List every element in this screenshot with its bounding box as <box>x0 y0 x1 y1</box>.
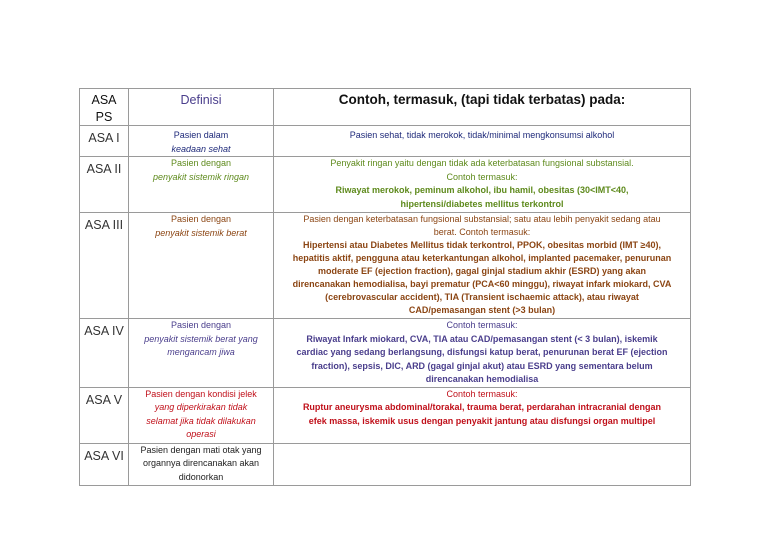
asa-class-label: ASA V <box>80 387 129 443</box>
example-line: Penyakit ringan yaitu dengan tidak ada keterbatasan fungsional substansial. <box>330 158 634 168</box>
table-row <box>80 126 691 157</box>
asa-class-label: ASA III <box>80 213 129 319</box>
example-cell <box>274 387 691 443</box>
definition-line: Pasien dengan <box>170 320 232 330</box>
definition-line: penyakit sistemik berat <box>155 227 247 238</box>
example-line: Contoh termasuk: <box>446 171 518 182</box>
example-cell <box>274 126 691 157</box>
definition-cell <box>129 319 274 388</box>
table-header-row <box>80 89 691 126</box>
header-contoh: Contoh, termasuk, (tapi tidak terbatas) pada: <box>274 89 691 126</box>
example-line: hepatitis aktif, pengguna atau keterkantungan alkohol, implanted pacemaker, penurunan <box>292 253 672 264</box>
example-line: CAD/pemasangan stent (>3 bulan) <box>408 305 556 316</box>
example-line: Contoh termasuk: <box>446 320 518 330</box>
definition-line: didonorkan <box>178 471 224 482</box>
definition-cell <box>129 126 274 157</box>
example-line: cardiac yang sedang berlangsung, disfungsi katup berat, penurunan berat EF (ejection <box>296 347 668 357</box>
definition-line: organnya direncanakan akan <box>142 458 260 468</box>
example-cell <box>274 157 691 213</box>
table-row <box>80 319 691 388</box>
example-line: Pasien sehat, tidak merokok, tidak/minimal mengkonsumsi alkohol <box>349 130 615 140</box>
example-line: direncanakan hemodialisa, bayi prematur (PCA<60 minggu), riwayat infark miokard, CVA <box>292 279 672 290</box>
example-cell <box>274 213 691 319</box>
example-line: Ruptur aneurysma abdominal/torakal, trauma berat, perdarahan intracranial dengan <box>302 402 662 412</box>
table-row <box>80 443 691 485</box>
header-asa-ps: ASA PS <box>80 89 129 126</box>
example-line: Riwayat Infark miokard, CVA, TIA atau CAD/pemasangan stent (< 3 bulan), iskemik <box>306 333 658 344</box>
table-row <box>80 213 691 319</box>
example-cell <box>274 319 691 388</box>
example-line: berat. Contoh termasuk: <box>433 227 531 238</box>
definition-line: penyakit sistemik ringan <box>152 171 250 182</box>
example-line: hipertensi/diabetes mellitus terkontrol <box>400 198 564 209</box>
definition-cell <box>129 387 274 443</box>
asa-class-label: ASA II <box>80 157 129 213</box>
asa-class-label: ASA I <box>80 126 129 157</box>
definition-cell <box>129 157 274 213</box>
definition-line: Pasien dengan kondisi jelek <box>145 388 257 399</box>
definition-line: penyakit sistemik berat yang <box>144 333 258 344</box>
definition-cell <box>129 213 274 319</box>
definition-line: mengancam jiwa <box>167 347 235 357</box>
definition-line: Pasien dengan mati otak yang <box>140 444 262 455</box>
table-row <box>80 157 691 213</box>
definition-line: Pasien dengan <box>170 158 232 168</box>
example-line: Riwayat merokok, peminum alkohol, ibu hamil, obesitas (30<IMT<40, <box>335 185 629 195</box>
example-line: (cerebrovascular accident), TIA (Transient ischaemic attack), atau riwayat <box>325 292 639 303</box>
asa-classification-table <box>79 88 691 486</box>
example-cell <box>274 443 691 485</box>
table-row <box>80 387 691 443</box>
example-line: fraction), sepsis, DIC, ARD (gagal ginjal akut) atau ESRD yang sementara belum <box>311 360 653 371</box>
definition-line: operasi <box>186 429 216 439</box>
definition-cell <box>129 443 274 485</box>
example-line: Contoh termasuk: <box>446 388 518 399</box>
example-line: Hipertensi atau Diabetes Mellitus tidak terkontrol, PPOK, obesitas morbid (IMT ≥40), <box>302 240 661 251</box>
example-line: Pasien dengan keterbatasan fungsional substansial; satu atau lebih penyakit sedang atau <box>303 214 661 224</box>
example-line: moderate EF (ejection fraction), gagal ginjal stadium akhir (ESRD) yang akan <box>317 266 647 277</box>
definition-line: Pasien dalam <box>173 130 229 140</box>
definition-line: keadaan sehat <box>171 143 231 154</box>
example-line: direncanakan hemodialisa <box>425 374 539 384</box>
example-line: efek massa, iskemik usus dengan penyakit jantung atau disfungsi organ multipel <box>308 415 656 426</box>
definition-line: selamat jika tidak dilakukan <box>146 415 256 426</box>
header-definisi: Definisi <box>129 89 274 126</box>
asa-class-label: ASA IV <box>80 319 129 388</box>
definition-line: Pasien dengan <box>170 214 232 224</box>
asa-class-label: ASA VI <box>80 443 129 485</box>
definition-line: yang diperkirakan tidak <box>154 402 248 412</box>
